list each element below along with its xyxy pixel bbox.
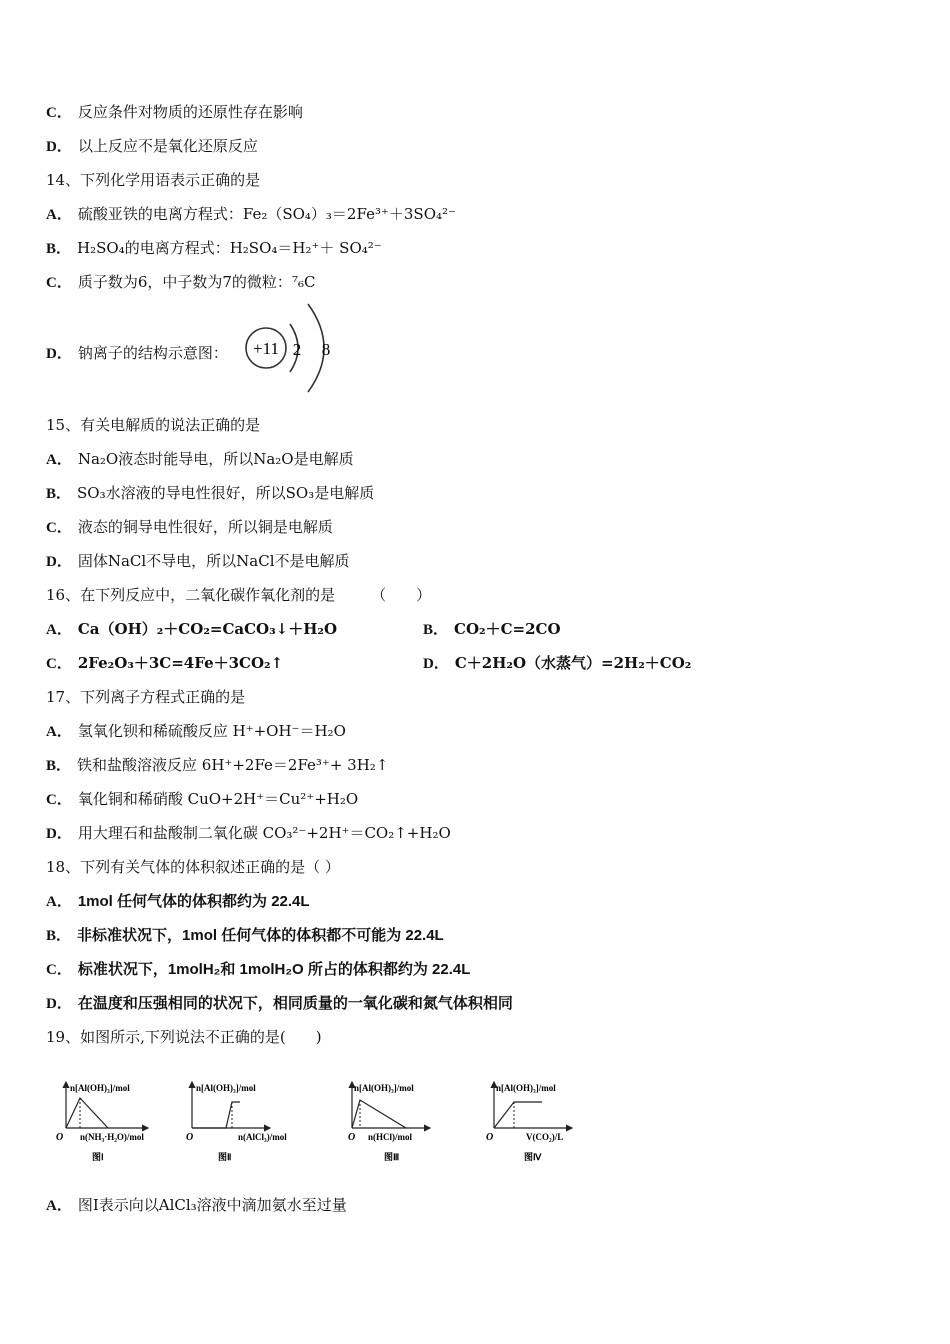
graph-1-curve [66,1098,108,1128]
graph-4-caption: 图Ⅳ [524,1152,542,1162]
q14-option-b: B． H₂SO₄的电离方程式：H₂SO₄＝H₂⁺＋ SO₄²⁻ [46,239,382,257]
graph-1 [56,1082,148,1162]
q17-option-b: B． 铁和盐酸溶液反应 6H⁺+2Fe＝2Fe³⁺+ 3H₂↑ [46,756,389,774]
q18-option-a: A． 1mol 任何气体的体积都约为 22.4L [46,893,310,910]
q14-stem: 14、下列化学用语表示正确的是 [46,171,261,189]
graph-4-xlabel: V(CO₂)/L [526,1132,564,1142]
graph-1-xlabel: n(NH₃·H₂O)/mol [80,1132,144,1142]
q16-options-row-1 [46,619,906,640]
q19-stem: 19、如图所示,下列说法不正确的是( ) [46,1028,322,1046]
q17-option-c: C． 氧化铜和稀硝酸 CuO+2H⁺＝Cu²⁺+H₂O [46,790,359,808]
graph-3-xlabel: n(HCl)/mol [368,1132,412,1142]
graph-2-xlabel: n(AlCl₃)/mol [238,1132,287,1142]
shell-2-count: 8 [321,340,331,359]
graph-4-curve [494,1102,542,1128]
q15-option-b: B． SO₃水溶液的导电性很好，所以SO₃是电解质 [46,484,375,502]
q16-option-b: B． CO₂＋C=2CO [423,620,561,638]
graph-3-ylabel: n[Al(OH)₃]/mol [354,1083,414,1093]
graph-1-ylabel: n[Al(OH)₃]/mol [70,1083,130,1093]
q15-option-a: A． Na₂O液态时能导电，所以Na₂O是电解质 [46,450,354,468]
shell-1-count: 2 [292,340,302,359]
graph-4-ylabel: n[Al(OH)₃]/mol [496,1083,556,1093]
q15-option-c: C． 液态的铜导电性很好，所以铜是电解质 [46,518,333,536]
q18-option-b: B． 非标准状况下，1mol 任何气体的体积都不可能为 22.4L [46,927,444,944]
q16-stem: 16、在下列反应中，二氧化碳作氧化剂的是 （ ） [46,586,432,604]
graph-3 [348,1082,430,1162]
q15-option-d: D． 固体NaCl不导电，所以NaCl不是电解质 [46,552,350,570]
graph-2-caption: 图Ⅱ [218,1152,232,1162]
q18-stem: 18、下列有关气体的体积叙述正确的是（ ） [46,858,340,876]
graph-3-origin: O [348,1132,356,1143]
sodium-ion-structure-diagram [240,300,340,396]
graph-3-caption: 图Ⅲ [384,1152,400,1162]
q16-options-row-2 [46,653,906,674]
q17-option-d: D． 用大理石和盐酸制二氧化碳 CO₃²⁻+2H⁺＝CO₂↑+H₂O [46,824,451,842]
q19-graphs [50,1072,590,1172]
graph-1-caption: 图Ⅰ [92,1152,104,1162]
graph-2-curve [192,1102,240,1128]
q16-option-c: C． 2Fe₂O₃＋3C=4Fe＋3CO₂↑ [46,654,284,672]
graph-1-origin: O [56,1132,64,1143]
q14-option-d: D． 钠离子的结构示意图： [46,344,228,362]
q14-option-c: C． 质子数为6，中子数为7的微粒：⁷₆C [46,273,316,291]
q16-option-a: A． Ca（OH）₂＋CO₂=CaCO₃↓＋H₂O [46,620,338,638]
nucleus-charge: +11 [253,339,279,358]
q18-option-d: D． 在温度和压强相同的状况下，相同质量的一氧化碳和氮气体积相同 [46,995,513,1012]
q19-option-a: A． 图Ⅰ表示向以AlCl₃溶液中滴加氨水至过量 [46,1196,347,1214]
graph-2 [186,1082,287,1162]
q15-stem: 15、有关电解质的说法正确的是 [46,416,261,434]
q13-option-d: D． 以上反应不是氧化还原反应 [46,137,258,155]
graph-4-origin: O [486,1132,494,1143]
q16-option-d: D． C＋2H₂O（水蒸气）=2H₂＋CO₂ [423,654,692,672]
q13-option-c: C． 反应条件对物质的还原性存在影响 [46,103,303,121]
graph-2-ylabel: n[Al(OH)₃]/mol [196,1083,256,1093]
graph-4 [486,1082,572,1162]
q14-option-a: A． 硫酸亚铁的电离方程式：Fe₂（SO₄）₃＝2Fe³⁺＋3SO₄²⁻ [46,205,456,223]
q18-option-c: C． 标准状况下，1molH₂和 1molH₂O 所占的体积都约为 22.4L [46,961,471,978]
graph-2-origin: O [186,1132,194,1143]
q17-stem: 17、下列离子方程式正确的是 [46,688,246,706]
q17-option-a: A． 氢氧化钡和稀硫酸反应 H⁺+OH⁻＝H₂O [46,722,346,740]
